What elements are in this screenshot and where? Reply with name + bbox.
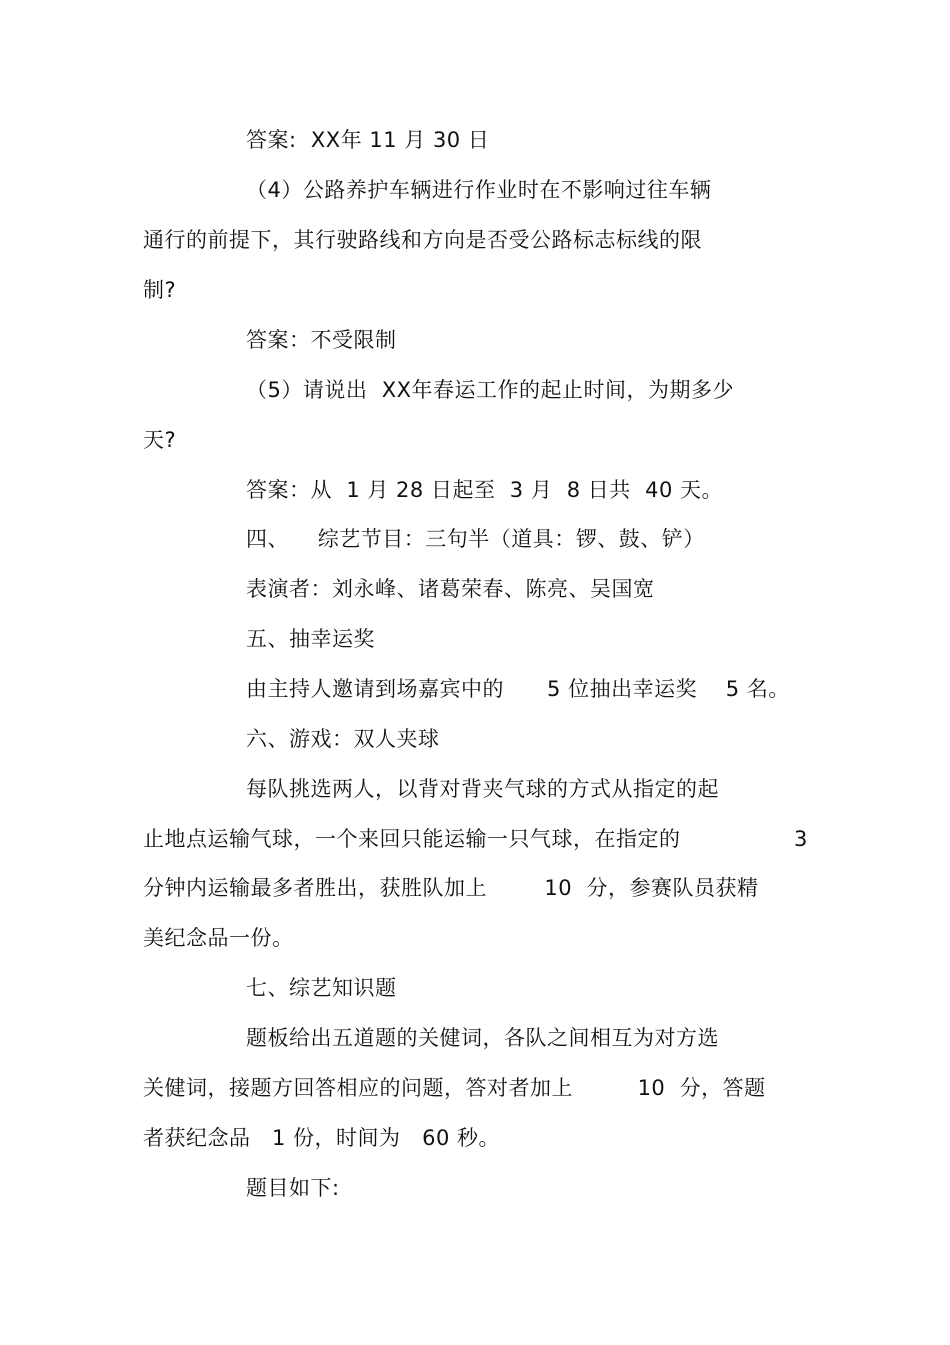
performers-line: 表演者：刘永峰、诸葛荣春、陈亮、吴国宽	[246, 577, 655, 601]
question-5-line-2: 天?	[143, 428, 177, 452]
question-4-line-1: （4）公路养护车辆进行作业时在不影响过往车辆	[246, 178, 712, 202]
section-6-heading: 六、游戏：双人夹球	[246, 727, 440, 751]
game-rules-line-3: 分钟内运输最多者胜出，获胜队加上 10 分，参赛队员获精	[143, 876, 759, 900]
question-4-line-2: 通行的前提下，其行驶路线和方向是否受公路标志标线的限	[143, 228, 702, 252]
game-rules-line-4: 美纪念品一份。	[143, 926, 294, 950]
answer-line-date: 答案: XX年 11 月 30 日	[246, 128, 490, 152]
game-rules-line-2-number: 3	[794, 827, 808, 851]
lucky-draw-line: 由主持人邀请到场嘉宾中的 5 位抽出幸运奖 5 名。	[246, 677, 790, 701]
quiz-rules-line-2: 关健词，接题方回答相应的问题，答对者加上 10 分，答题	[143, 1076, 766, 1100]
section-4-heading: 四、 综艺节目：三句半（道具：锣、鼓、铲）	[246, 527, 705, 551]
section-5-heading: 五、抽幸运奖	[246, 627, 375, 651]
question-5-line-1: （5）请说出 XX年春运工作的起止时间，为期多少	[246, 378, 734, 402]
answer-line-unrestricted: 答案：不受限制	[246, 328, 397, 352]
quiz-rules-line-3: 者获纪念品 1 份，时间为 60 秒。	[143, 1126, 500, 1150]
answer-line-spring-travel: 答案：从 1 月 28 日起至 3 月 8 日共 40 天。	[246, 478, 723, 502]
questions-intro-line: 题目如下:	[246, 1176, 340, 1200]
section-7-heading: 七、综艺知识题	[246, 976, 397, 1000]
quiz-rules-line-1: 题板给出五道题的关健词，各队之间相互为对方选	[246, 1026, 719, 1050]
game-rules-line-1: 每队挑选两人，以背对背夹气球的方式从指定的起	[246, 777, 719, 801]
game-rules-line-2: 止地点运输气球，一个来回只能运输一只气球，在指定的	[143, 827, 681, 851]
question-4-line-3: 制?	[143, 278, 177, 302]
